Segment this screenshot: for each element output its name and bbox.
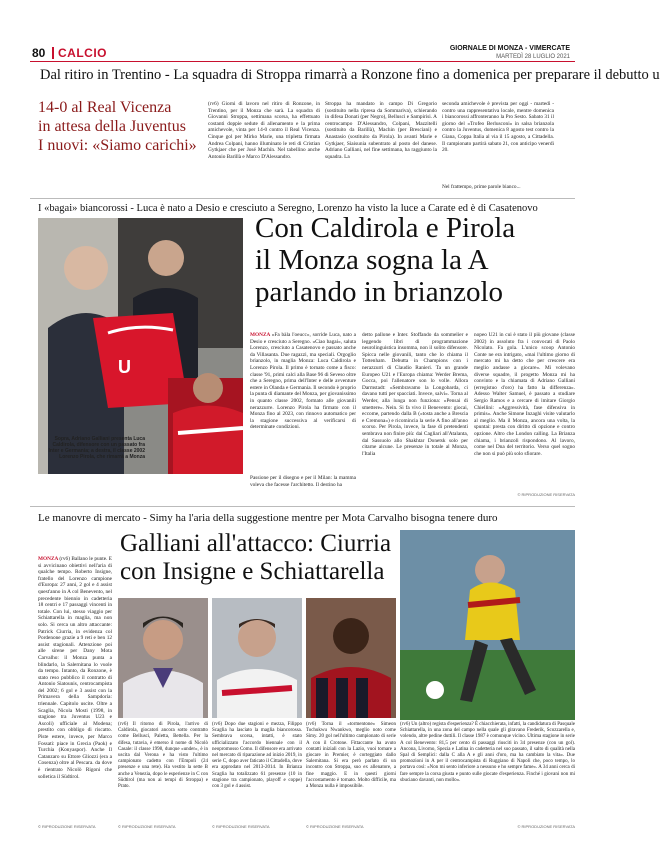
copyright-note: © RIPRODUZIONE RISERVATA bbox=[212, 824, 270, 829]
simy-photo bbox=[306, 598, 396, 718]
article1-title-line: 14-0 al Real Vicenza bbox=[38, 99, 172, 116]
article1-title-line: in attesa della Juventus bbox=[38, 118, 186, 135]
article1-title-line: I nuovi: «Siamo carichi» bbox=[38, 137, 197, 154]
article2-title bbox=[255, 212, 575, 308]
article3-photo-text: (rv6) Il ritorno di Pirola, l'arrivo di Caldirola, giocatori ancora sotto contratto come Bellusci, Paletta, Bettella. Per la difesa, tutavia, è emerso il nome di Nicolò Casale: il classe 1998, dunque «under», è in uscita dal Verona e ha visto l'ultimo campionato cadetto con l'Empoli (24 presenze e una rete). Ha vestito la sette B anche a Venezia, dopo le esperienze in C con Südtirol (ma non ai tempi di Stroppa) e Prato. bbox=[118, 722, 209, 790]
scaglia-photo bbox=[212, 598, 302, 718]
article2-column: MONZA «Fa bàla l'oeucc», sorride Luca, nato a Desio e cresciuto a Seregno. «Ciao bagai», saluta Lorenzo, cresciuto a Casatenovo e passato anche da Villasanta. Due ragazzi, ma speciali. Orgoglio brianzolo, in maglia Monza: Luca Caldirola e Lorenzo Pirola. Il primo è tornato come a fisco: classe '91, primi calci alla Base 96 di Seveso oltre che a Seregno, prima dell'Inter e delle avventure estere in Olanda e Germania. Il secondo è proprio la punta di diamante del Monza, per giovanissimo in quanto classe 2002, formato alle giovanili nerazzurre. Lorenzo Pirola ha firmato con il Monza fino al 2023, con rinnovo automatico per la stagione successiva al verificarsi di determinate condizioni. bbox=[250, 332, 356, 431]
article2-column-text: «Fa bàla l'oeucc», sorride Luca, nato a Desio e cresciuto a Seregno. «Ciao bagai», saluta Lorenzo, cresciuto a Casatenovo e passato anche da Villasanta. Due ragazzi, ma speciali. Orgoglio brianzolo, in maglia Monza: Luca Caldirola e Lorenzo Pirola. Il primo è tornato come a fisco: classe '91, primi calci alla Base 96 di Seveso oltre che a Seregno, prima dell'Inter e delle avventure estere in Olanda e Germania. Il secondo è proprio la punta di diamante del Monza, per giovanissimo in quanto classe 2002, formato alle giovanili nerazzurre. Lorenzo Pirola ha firmato con il Monza fino al 2023, con rinnovo automatico per la stagione successiva al verificarsi di determinate condizioni. bbox=[250, 332, 356, 431]
copyright-note: © RIPRODUZIONE RISERVATA bbox=[517, 492, 575, 497]
article2-title-line: Con Caldirola e Pirola bbox=[255, 212, 516, 244]
photo-illustration bbox=[212, 598, 302, 718]
article-divider bbox=[30, 198, 575, 199]
casale-photo bbox=[118, 598, 208, 718]
article3-title-line: Galliani all'attacco: Ciurria bbox=[120, 530, 392, 557]
article2-column: nopeo U21 in cui è stato il più giovane (classe 2002) in assoluto fra i convocati di Paolo Nicolato. Fa gola. L'unico scoop Antonio Conte ne era intrigato, «mai l'ultimo giorno di mercato mi ha detto che per crescere era meglio andasse a giocare». Mi volevano diverse squadre, il progetto Monza mi ha convinto e la chiamata di Adriano Galliani (erregistuo d'oro) ha fatto la differenza». Adesso Walter Samuel, è passato a studiare Sergio Ramos e a cercare di imitare Giorgio Chiellini: «Aggressività, fase difensiva in primis». Anche Simone Inzaghi visite valutarlo al meglio. Ma il Monza, ancora una volta, la spuntai: presta con diritto di opzione e contro opzione. Altro che London calling. La Brianza chiama, i brianzoli rispondono. Al lavoro, come nel Dna del territorio. Verso quel sogno che non si può più solo sfiorare. bbox=[474, 332, 575, 457]
paper-name: GIORNALE DI MONZA - VIMERCATE bbox=[449, 45, 570, 52]
article-divider bbox=[30, 506, 575, 507]
article3-photo-text: (rv6) Un (altro) regista d'esperienza? È chiacchierata, infatti, la candidatura di Pasquale Schiattarella, in una zona del campo nella quale gli giravano Frederik, Scozzarella e, volendo, altre pedine duttili. Il classe 1987 è comunque vicino. Ultima stagione in serie A col Benevento: 81,5 per cento di passaggi riusciti in 34 presenze (con un gol). Ancona, Livorno, Spezia e Latina in cadetteria nel suo passato, il salto di qualità nella Spal di Semplici: dalla C alla A e gli anni d'oro, ma ha cambiato la vita». Due promozioni in A per il centrocampista di Ruggiano di Napoli che, poco tempo, lo portava così: «Non mi sento inferiore a nessuno e ho sempre fame». A 34 anni cerca di fare sempre la corsa giusta e punto sulle giocate d'esperienza. Finché i giovani non mi sbuciano davanti, non mollo». bbox=[400, 722, 575, 783]
section-label: CALCIO bbox=[58, 46, 107, 60]
article1-column: seconda amichevole è prevista per oggi - martedì - contro una rappresentativa locale, mentre domenica i biancorossi affronteranno la Pro Sesto. Sabato 31 il giorno del «Trofeo Berlusconi» in salsa brianzola contro la Juventus, domenica 8 agosto test contro la Giana, Coppa Italia al via il 15 agosto, a Cittadella. Il campionato partirà sabato 21, con anticipo venerdì 20. bbox=[442, 101, 554, 154]
issue-date: MARTEDÌ 28 LUGLIO 2021 bbox=[496, 54, 570, 60]
copyright-note: © RIPRODUZIONE RISERVATA bbox=[38, 824, 96, 829]
photo-illustration bbox=[400, 530, 575, 720]
schiattarella-photo bbox=[400, 530, 575, 720]
article1-column: (rv6) Giorni di lavoro nel ritiro di Ronzone, in Trentino, per il Monza che sarà. La squadra di Giovanni Stroppa, settimana scorsa, ha effettuato costanti doppie sedute di allenamento e la prima amichevole, vinta per 14-0 contro il Real Vicenza. Cinque gol per Mirko Marie, una tripletta firmata Andrea Colpani, hanno illuminato le reti di Cristian Gytkjaer che per José Machín. Nel tabellino anche Antonio Barillà e Marco D'Alessandro. bbox=[208, 101, 320, 160]
article2-column-tail: Passione per il disegno e per il Milan: la mamma voleva che facesse l'architetto. Il destino ha bbox=[250, 475, 356, 488]
article2-column: detto pallone e Inter. Stoffando da sommelier e leggendo libri di programmazione neurolinguistica insomma, non il solito difensore. Spicca nelle giovanili, tanto che lo chiama il Tottenham. Debutta in Champions con i nerazzurri di Claudio Ranieri. Ta un grande Europeo U21 e l'Europa chiama: Werder Brema, Gocca, poi l'allenatore son lo volle. Allora Darmstadt: «Sembravamo la Longobarda, ci davano tutti per spacciati. Invece, salvi». Torna al Werder, alla lunga non funziona: «Pensai di smettere». Nein. Si fa vivo il Benevento: giocai, eccome, partendo dalla B («tosta anche a Brescia e Cremona») e ricomincia la serie A fino all'anno scorso. Per Pirola, invece, la fase di pretendenti sembrava non finire più: dai Cagliari all'Atalanta, dal Sassuolo allo Shakhtar Donetsk solo per citarne alcune. Le presenze in totale al Monza, l'Italia bbox=[362, 332, 468, 457]
article2-kicker: I «bagai» biancorossi - Luca è nato a Desio e cresciuto a Seregno, Lorenzo ha visto la luce a Carate ed è di Casatenovo bbox=[38, 203, 538, 214]
article3-title bbox=[120, 530, 420, 586]
copyright-note: © RIPRODUZIONE RISERVATA bbox=[118, 824, 176, 829]
article3-photo-text: (rv6) Torna il «tormentone» Simeon Tochukwu Nwankwo, meglio noto come Simy. 20 gol nell'ultimo campionato di serie A con il Crotone. Fittaccante ha avuto contatti iniziali con la Lazio, vuoi tornare a giocare in Premier, è corteggiato dallo Salernitana. Si era però parlato di un incontro con Stroppa, suo ex allenatore, a fine maggio. E in questi giorni l'accostamento è tornato. Molto difficile, ma a Monza nulla è impossibile. bbox=[306, 722, 396, 790]
photo-illustration bbox=[306, 598, 396, 718]
article3-column: MONZA (rv6) Ballano le punte. E si avvicinano obiettivi nell'aria di qualche tempo. Roberto Insigne, fratello del Lorenzo campione d'Europa: 27 anni, 2 gol e 4 assist quest'anno in A col Benevento, nel precedente biennio in cadetteria 18 centri e 17 passaggi vincenti in totale. Con lui, stesso viaggio per Schiattarella in maglia, ma non solo. Si cerca un altro attaccante: Patrick Ciurria, in evidenza col Pordenone grazie a 9 reti e ben 12 assist stagionali. Attenzione poi alle sirene per Dany Mota Carvalho: il Monza punta a blindarlo, la Salernitana lo vuole da tempo. Intanto, da Ronzone, è stato reso pubblico il contratto di Antonio Siatounis, centrocampista del 2002; 6 gol e 3 assist con la Primavera della Sampdoria: triennale. Capitolo uscite. Oltre a Scaglia, Nicola Mosti (1998, in stagione tra Juventus U23 e Ascoli) ufficiale al Modena; prestito con obbligo di riscatto. Piste estere, invece, per Marco Fossati: piace in Grecia (Paok) e Turchia (Konyaspor). Anche Il Catanzaro su Ettore Gliozzi (era a Cosenza) oltre al Pescara. da dove è rientrato Nicolò Rigoni che solletica il Südtirol. bbox=[38, 556, 112, 780]
header-divider bbox=[52, 47, 54, 59]
article2-title-line: il Monza sogna la A bbox=[255, 244, 489, 276]
photo-caption: Sopra, Adriano Galliani presenta Luca Caldirola, difensore con un passato fra Inter e Germania; a destra, il classe 2002 Lorenzo Pirola, che rimarrà a Monza bbox=[48, 436, 145, 460]
svg-text:U: U bbox=[118, 357, 131, 377]
article3-kicker: Le manovre di mercato - Simy ha l'aria della suggestione mentre per Mota Carvalho bisogna tenere duro bbox=[38, 512, 498, 524]
header-rule bbox=[30, 61, 575, 62]
photo-illustration bbox=[118, 598, 208, 718]
article3-photo-text: (rv6) Dopo due stagioni e mezza, Filippo Scaglia ha lasciato la maglia biancorossa. Sembrava scorsa, intatti, è stato ufficializzato l'accordo biennale con il neopromosso Como. Il difensore era arrivato nel mercato di riparazione ad inizio 2019, in serie C, dopo aver faticato il Cittadella, dove era approdato nel 2013-2014. In Brianza Scaglia ha totalizzato 61 presenze (10 in stagione tra campionato, playoff e coppe) con 3 gol e 4 assist. bbox=[212, 722, 302, 790]
copyright-note: © RIPRODUZIONE RISERVATA bbox=[306, 824, 364, 829]
article1-column: Stroppa ha mandato in campo Di Gregorio (sostituito nella ripresa da Sommariva), schierando in difesa Donati (per Negro), Bellusci e Sampirisi. A centrocampo D'Alessandro, Colpani, Mazzitelli (sostituito da Barillà), Machin (per Bresciani) e Anastasio (sostituito da Pirola). In avanti Marie e Gytkjaer, Siaisunia subentrato al posto del danese. Adriano Galliani, nel fine settimana, ha raggiunto la squadra. La bbox=[325, 101, 437, 160]
copyright-note: © RIPRODUZIONE RISERVATA bbox=[517, 824, 575, 829]
article2-title-line: parlando in brianzolo bbox=[255, 276, 504, 308]
article1-kicker: Dal ritiro in Trentino - La squadra di Stroppa rimarrà a Ronzone fino a domenica per preparare il debutto u bbox=[40, 67, 660, 83]
article1-title bbox=[38, 98, 203, 155]
page-number: 80 bbox=[32, 46, 46, 60]
article1-column-tail: Nel frattempo, prime parole bianco... bbox=[442, 184, 521, 190]
article3-column-text: (rv6) Ballano le punte. E si avvicinano obiettivi nell'aria di qualche tempo. Roberto Insigne, fratello del Lorenzo campione d'Europa: 27 anni, 2 gol e 4 assist quest'anno in A col Benevento, nel precedente biennio in cadetteria 18 centri e 17 passaggi vincenti in totale. Con lui, stesso viaggio per Schiattarella in maglia, ma non solo. Si cerca un altro attaccante: Patrick Ciurria, in evidenza col Pordenone grazie a 9 reti e ben 12 assist stagionali. Attenzione poi alle sirene per Dany Mota Carvalho: il Monza punta a blindarlo, la Salernitana lo vuole da tempo. Intanto, da Ronzone, è stato reso pubblico il contratto di Antonio Siatounis, centrocampista del 2002; 6 gol e 3 assist con la Primavera della Sampdoria: triennale. Capitolo uscite. Oltre a Scaglia, Nicola Mosti (1998, in stagione tra Juventus U23 e Ascoli) ufficiale al Modena; prestito con obbligo di riscatto. Piste estere, invece, per Marco Fossati: piace in Grecia (Paok) e Turchia (Konyaspor). Anche Il Catanzaro su Ettore Gliozzi (era a Cosenza) oltre al Pescara. da dove è rientrato Nicolò Rigoni che solletica il Südtirol. bbox=[38, 556, 112, 780]
article3-title-line: con Insigne e Schiattarella bbox=[120, 558, 385, 585]
